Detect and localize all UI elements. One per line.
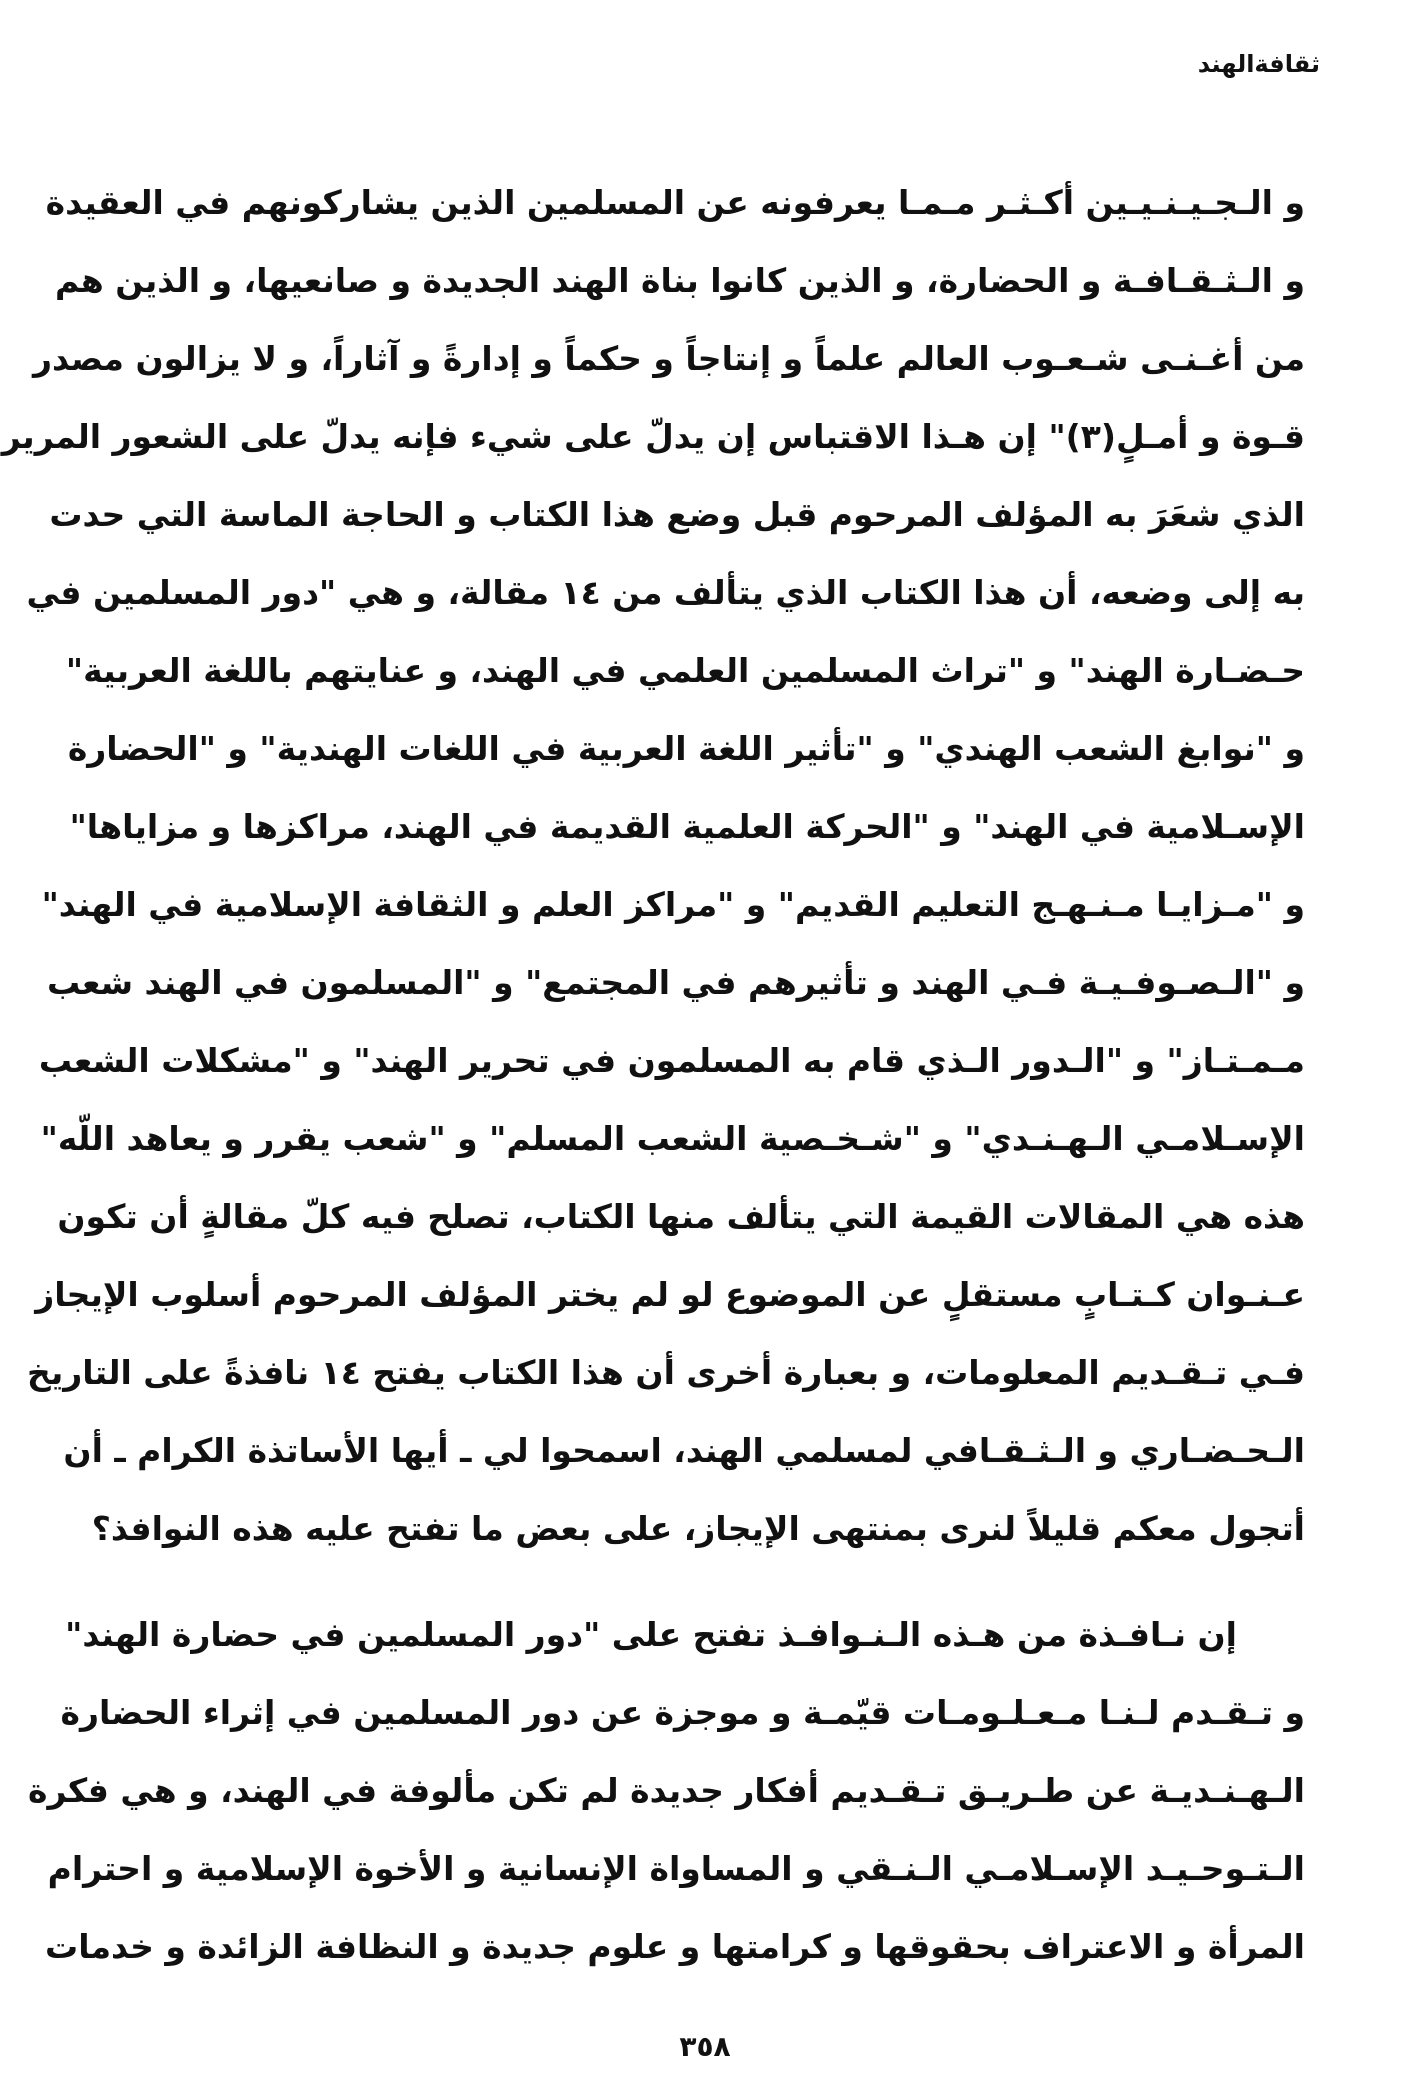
text-line: و تـقـدم لـنـا مـعـلـومـات قيّمـة و موجزة عن دور المسلمين في إثراء الحضارة — [60, 1693, 1305, 1732]
text-line: حـضـارة الهند" و "تراث المسلمين العلمي في الهند، و عنايتهم باللغة العربية" — [65, 651, 1305, 690]
text-line: به إلى وضعه، أن هذا الكتاب الذي يتألف من ١٤ مقالة، و هي "دور المسلمين في — [26, 573, 1305, 612]
text-line: الـحـضـاري و الـثـقـافي لمسلمي الهند، اسمحوا لي ـ أيها الأساتذة الكرام ـ أن — [63, 1431, 1305, 1470]
text-line: أتجول معكم قليلاً لنرى بمنتهى الإيجاز، على بعض ما تفتح عليه هذه النوافذ؟ — [91, 1509, 1305, 1548]
text-line: هذه هي المقالات القيمة التي يتألف منها الكتاب، تصلح فيه كلّ مقالةٍ أن تكون — [57, 1197, 1305, 1236]
text-line: و الـجـيـنـيـين أكـثـر مـمـا يعرفونه عن المسلمين الذين يشاركونهم في العقيدة — [45, 183, 1305, 222]
text-line: الإسـلامـي الـهـنـدي" و "شـخـصية الشعب المسلم" و "شعب يقرر و يعاهد اللّه" — [40, 1119, 1305, 1158]
text-line: الـتـوحـيـد الإسـلامـي الـنـقي و المساواة الإنسانية و الأخوة الإسلامية و احترام — [47, 1849, 1305, 1888]
text-line: من أغـنـى شـعـوب العالم علماً و إنتاجاً و حكماً و إدارةً و آثاراً، و لا يزالون مصدر — [32, 339, 1305, 378]
text-line: فـي تـقـديم المعلومات، و بعبارة أخرى أن هذا الكتاب يفتح ١٤ نافذةً على التاريخ — [27, 1353, 1305, 1392]
text-line: و "الـصـوفـيـة فـي الهند و تأثيرهم في المجتمع" و "المسلمون في الهند شعب — [47, 963, 1305, 1002]
text-line: إن نـافـذة من هـذه الـنـوافـذ تفتح على "دور المسلمين في حضارة الهند" — [65, 1615, 1237, 1654]
text-line: و "نوابغ الشعب الهندي" و "تأثير اللغة العربية في اللغات الهندية" و "الحضارة — [67, 729, 1305, 768]
body-text — [1, 164, 1305, 1986]
text-line: و "مـزايـا مـنـهـج التعليم القديم" و "مراكز العلم و الثقافة الإسلامية في الهند" — [41, 885, 1305, 924]
page-number: ٣٥٨ — [679, 2030, 731, 2063]
text-line: عـنـوان كـتـابٍ مستقلٍ عن الموضوع لو لم يختر المؤلف المرحوم أسلوب الإيجاز — [35, 1275, 1305, 1314]
running-header: ثقافةالهند — [1197, 50, 1320, 78]
text-line: مـمـتـاز" و "الـدور الـذي قام به المسلمون في تحرير الهند" و "مشكلات الشعب — [38, 1041, 1305, 1080]
text-line: الـهـنـديـة عن طـريـق تـقـديم أفكار جديدة لم تكن مألوفة في الهند، و هي فكرة — [28, 1771, 1305, 1810]
text-line: الذي شعَرَ به المؤلف المرحوم قبل وضع هذا الكتاب و الحاجة الماسة التي حدت — [49, 495, 1305, 534]
text-line: و الـثـقـافـة و الحضارة، و الذين كانوا بناة الهند الجديدة و صانعيها، و الذين هم — [54, 261, 1305, 300]
text-line: الإسـلامية في الهند" و "الحركة العلمية القديمة في الهند، مراكزها و مزاياها" — [69, 807, 1305, 846]
paragraph-2 — [28, 1596, 1305, 1986]
text-line: قـوة و أمـلٍ(٣)" إن هـذا الاقتباس إن يدلّ على شيء فإنه يدلّ على الشعور المرير — [1, 417, 1305, 456]
text-line: المرأة و الاعتراف بحقوقها و كرامتها و علوم جديدة و النظافة الزائدة و خدمات — [45, 1927, 1305, 1966]
paragraph-1 — [1, 164, 1305, 1568]
